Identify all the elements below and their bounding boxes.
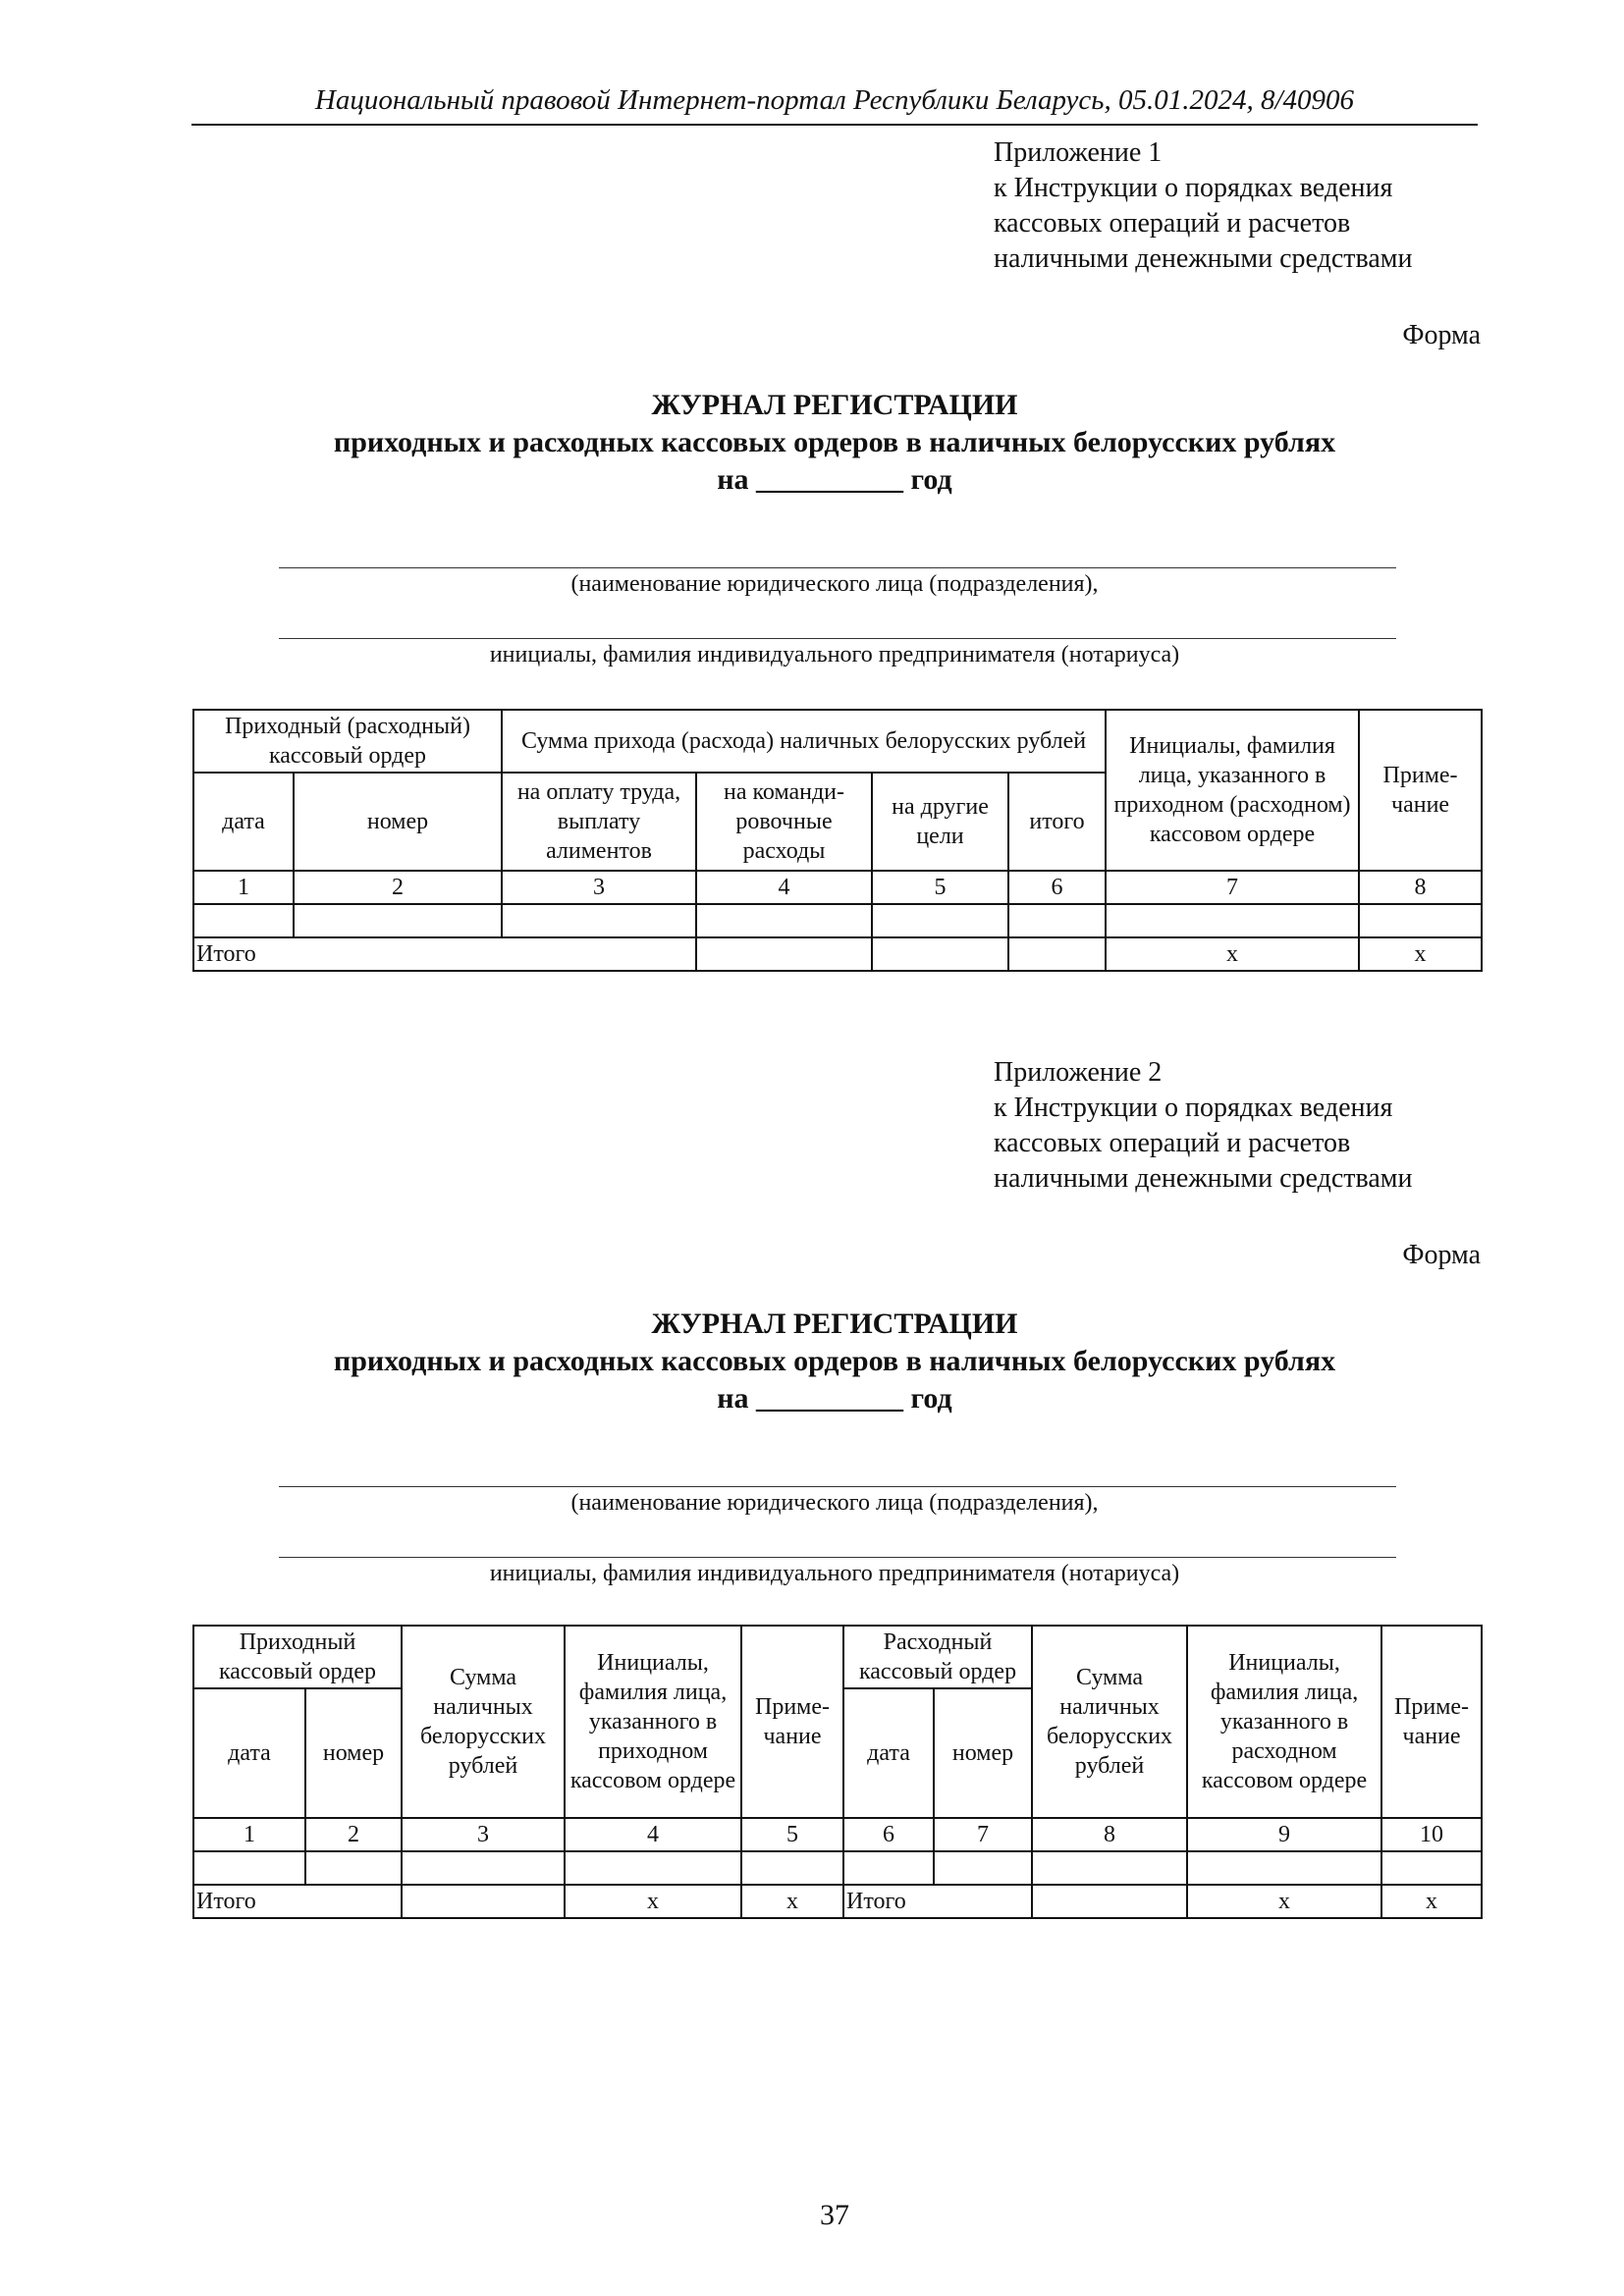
header-incoming-person: Инициалы, фамилия лица, указанного в приходном кассовом ордере [565,1626,741,1818]
empty-cell [1359,904,1482,937]
appendix-line: наличными денежными средствами [994,243,1413,274]
header-date: дата [843,1688,934,1818]
header-sum: Сумма прихода (расхода) наличных белорусских рублей [502,710,1106,773]
journal-table-2 [192,1625,1483,1919]
appendix-line: к Инструкции о порядках ведения [994,173,1393,203]
caption-entity: (наименование юридического лица (подразделения), [570,571,1099,597]
caption-entrepreneur: инициалы, фамилия индивидуального предпринимателя (нотариуса) [489,642,1180,667]
column-number: 6 [843,1818,934,1851]
x-mark: x [1381,1885,1482,1918]
empty-cell [1032,1851,1187,1885]
column-number: 4 [565,1818,741,1851]
empty-cell [872,937,1008,971]
header-outgoing-order: Расходный кассовый ордер [843,1626,1032,1688]
empty-cell [872,904,1008,937]
appendix-1-block [994,135,1413,277]
column-number: 2 [305,1818,402,1851]
x-mark: x [1187,1885,1381,1918]
column-number: 9 [1187,1818,1381,1851]
empty-cell [1381,1851,1482,1885]
journal-title: ЖУРНАЛ РЕГИСТРАЦИИ [651,389,1018,421]
header-sum: Сумма наличных белорусских рублей [402,1626,565,1818]
fill-line [279,567,1396,568]
forma-label: Форма [1402,320,1481,350]
appendix-line: кассовых операций и расчетов [994,1128,1351,1158]
empty-cell [502,904,696,937]
header-date: дата [193,773,294,871]
table-row [193,904,1482,937]
total-label: Итого [193,1885,402,1918]
column-number: 10 [1381,1818,1482,1851]
x-mark: x [565,1885,741,1918]
column-number: 5 [741,1818,843,1851]
empty-cell [843,1851,934,1885]
empty-cell [1008,937,1106,971]
header-salary: на оплату труда, выплату алиментов [502,773,696,871]
caption-entity: (наименование юридического лица (подразделения), [570,1490,1099,1516]
column-number: 8 [1359,871,1482,904]
journal-title: ЖУРНАЛ РЕГИСТРАЦИИ [651,1308,1018,1340]
appendix-title: Приложение 1 [994,137,1163,168]
total-row [193,1885,1482,1918]
empty-cell [1032,1885,1187,1918]
column-number: 8 [1032,1818,1187,1851]
journal-table-1 [192,709,1483,972]
journal-subtitle: приходных и расходных кассовых ордеров в наличных белорусских рублях [333,1345,1336,1377]
journal-year: на __________ год [717,1382,952,1415]
fill-line [279,638,1396,639]
x-mark: x [741,1885,843,1918]
column-number: 1 [193,871,294,904]
empty-cell [934,1851,1032,1885]
header-travel: на команди-ровочные расходы [696,773,872,871]
journal-subtitle: приходных и расходных кассовых ордеров в наличных белорусских рублях [333,426,1336,458]
header-sum: Сумма наличных белорусских рублей [1032,1626,1187,1818]
table-row [193,1851,1482,1885]
empty-cell [696,904,872,937]
forma-label: Форма [1402,1240,1481,1270]
column-number: 1 [193,1818,305,1851]
empty-cell [696,937,872,971]
column-number: 3 [402,1818,565,1851]
column-number: 3 [502,871,696,904]
page-number: 37 [820,2199,849,2231]
total-label: Итого [843,1885,1032,1918]
empty-cell [741,1851,843,1885]
empty-cell [565,1851,741,1885]
header-other: на другие цели [872,773,1008,871]
total-label: Итого [193,937,696,971]
fill-line [279,1486,1396,1487]
appendix-line: к Инструкции о порядках ведения [994,1093,1393,1123]
empty-cell [402,1885,565,1918]
header-number: номер [294,773,502,871]
appendix-2-block [994,1055,1413,1197]
header-note: Приме-чание [741,1626,843,1818]
header-date: дата [193,1688,305,1818]
column-number: 6 [1008,871,1106,904]
x-mark: x [1359,937,1482,971]
header-note: Приме-чание [1359,710,1482,871]
appendix-title: Приложение 2 [994,1057,1163,1088]
header-person: Инициалы, фамилия лица, указанного в приходном (расходном) кассовом ордере [1106,710,1359,871]
header-note: Приме-чание [1381,1626,1482,1818]
portal-header: Национальный правовой Интернет-портал Республики Беларусь, 05.01.2024, 8/40906 [191,77,1478,126]
column-number: 2 [294,871,502,904]
empty-cell [294,904,502,937]
empty-cell [1106,904,1359,937]
x-mark: x [1106,937,1359,971]
fill-line [279,1557,1396,1558]
column-number: 7 [1106,871,1359,904]
header-number: номер [934,1688,1032,1818]
header-order: Приходный (расходный) кассовый ордер [193,710,502,773]
empty-cell [193,904,294,937]
column-number: 4 [696,871,872,904]
header-outgoing-person: Инициалы, фамилия лица, указанного в расходном кассовом ордере [1187,1626,1381,1818]
empty-cell [1187,1851,1381,1885]
column-number: 5 [872,871,1008,904]
empty-cell [402,1851,565,1885]
empty-cell [193,1851,305,1885]
header-total: итого [1008,773,1106,871]
header-number: номер [305,1688,402,1818]
journal-year: на __________ год [717,463,952,496]
column-number: 7 [934,1818,1032,1851]
empty-cell [305,1851,402,1885]
empty-cell [1008,904,1106,937]
appendix-line: кассовых операций и расчетов [994,208,1351,239]
appendix-line: наличными денежными средствами [994,1163,1413,1194]
header-incoming-order: Приходный кассовый ордер [193,1626,402,1688]
caption-entrepreneur: инициалы, фамилия индивидуального предпринимателя (нотариуса) [489,1561,1180,1586]
total-row [193,937,1482,971]
